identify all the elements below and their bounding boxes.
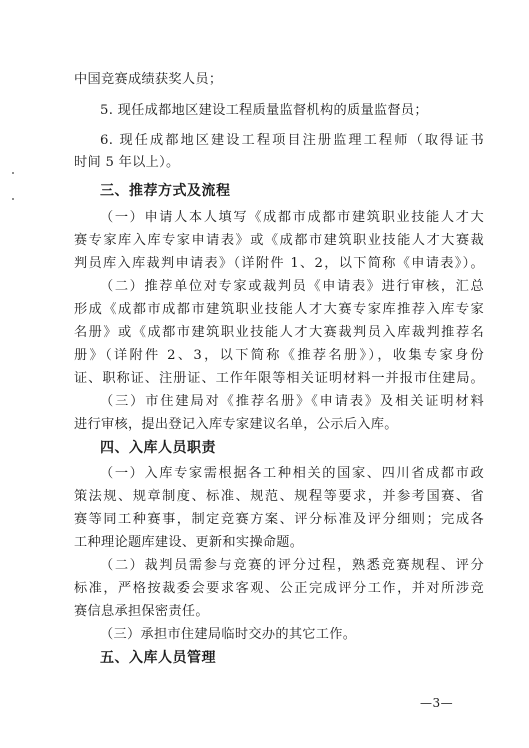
text-line: （三）市住建局对《推荐名册》《申请表》及相关证明材料 (100, 394, 484, 409)
text-line: 形成《成都市成都市建筑职业技能人才大赛专家库推荐入库专家 (74, 302, 484, 317)
text-line: 册》（详附件 2、3，以下简称《推荐名册》），收集专家身份 (74, 348, 484, 363)
text-line: 判员库入库裁判申请表》（详附件 1、2，以下简称《申请表》）。 (74, 256, 484, 271)
text-line: 证、职称证、注册证、工作年限等相关证明材料一并报市住建局。 (74, 371, 484, 386)
text-line: （一）申请人本人填写《成都市成都市建筑职业技能人才大 (100, 210, 484, 225)
page-number: —3— (420, 696, 454, 710)
text-line: （三）承担市住建局临时交办的其它工作。 (100, 627, 357, 642)
text-line: 标准，严格按裁委会要求客观、公正完成评分工作，并对所涉竞 (74, 581, 484, 596)
section-heading: 五、入库人员管理 (100, 650, 216, 666)
text-line: 进行审核，提出登记入库专家建议名单，公示后入库。 (74, 417, 398, 432)
text-line: （二）裁判员需参与竞赛的评分过程，熟悉竞赛规程、评分 (100, 558, 484, 573)
text-line: 5. 现任成都地区建设工程质量监督机构的质量监督员； (100, 103, 428, 118)
section-heading: 四、入库人员职责 (100, 440, 216, 456)
text-line: 时间 5 年以上）。 (74, 155, 180, 170)
text-line: 赛信息承担保密责任。 (74, 604, 209, 619)
section-heading: 三、推荐方式及流程 (100, 183, 231, 199)
text-line: 策法规、规章制度、标准、规范、规程等要求，并参考国赛、省 (74, 489, 484, 504)
text-line: 名册》或《成都市建筑职业技能人才大赛裁判员入库裁判推荐名 (74, 325, 484, 340)
text-line: 赛专家库入库专家申请表》或《成都市建筑职业技能人才大赛裁 (74, 233, 484, 248)
text-line: 工种理论题库建设、更新和实操命题。 (74, 535, 304, 550)
margin-mark (12, 172, 14, 174)
text-line: 中国竞赛成绩获奖人员； (74, 72, 223, 87)
text-line: （二）推荐单位对专家或裁判员《申请表》进行审核，汇总 (100, 279, 484, 294)
margin-mark (12, 198, 14, 200)
text-line: 赛等同工种赛事，制定竞赛方案、评分标准及评分细则；完成各 (74, 512, 484, 527)
text-line: 6. 现任成都地区建设工程项目注册监理工程师（取得证书 (100, 133, 484, 148)
text-line: （一）入库专家需根据各工种相关的国家、四川省成都市政 (100, 466, 484, 481)
